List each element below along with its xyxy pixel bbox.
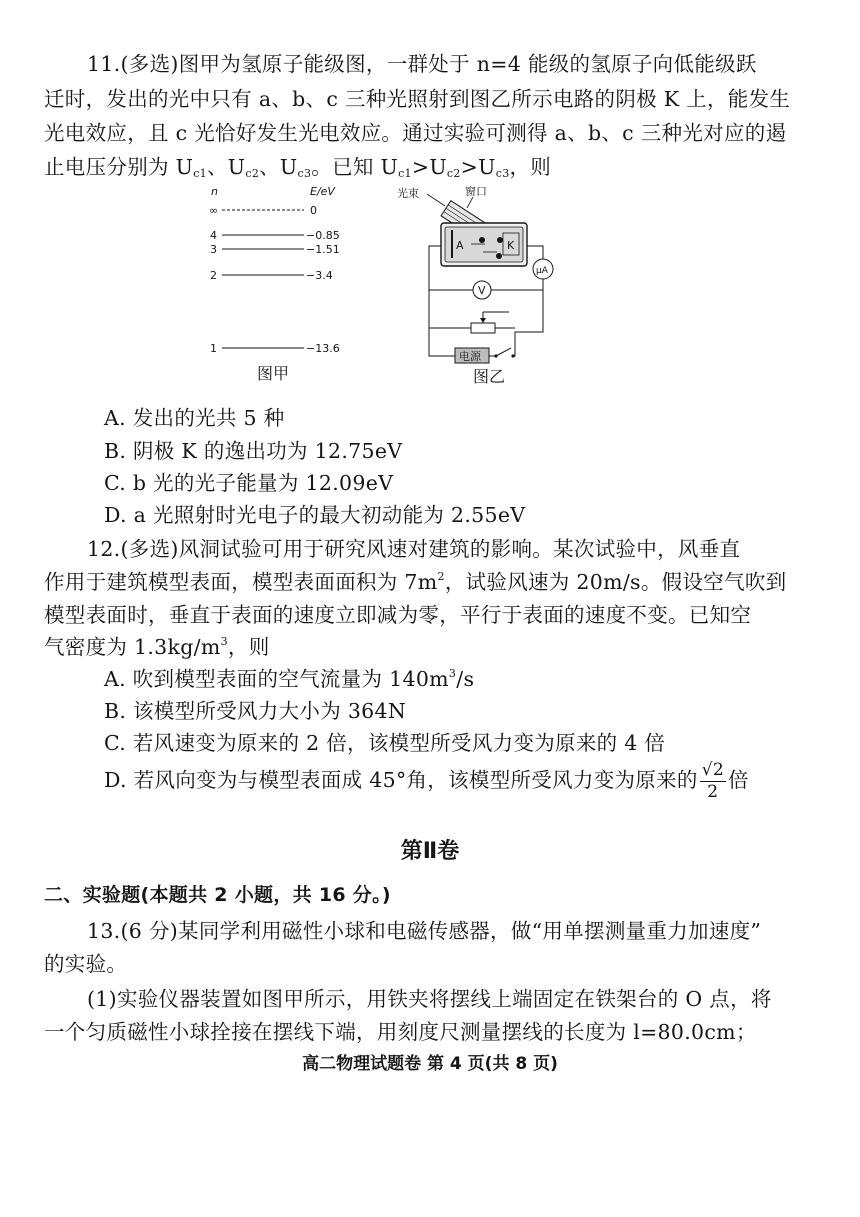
electron-dot xyxy=(496,253,502,259)
q11-line3: 光电效应，且 c 光恰好发生光电效应。通过实验可测得 a、b、c 三种光对应的遏 xyxy=(44,121,787,145)
beam-leader xyxy=(427,194,445,206)
level-energy-inf: 0 xyxy=(310,204,317,217)
level-label-3: 3 xyxy=(210,243,217,256)
level-label-1: 1 xyxy=(210,342,217,355)
q11-option-b: B. 阴极 K 的逸出功为 12.75eV xyxy=(104,439,403,463)
level-energy-3: −1.51 xyxy=(306,243,340,256)
n-axis-header: n xyxy=(211,185,218,198)
switch xyxy=(496,348,511,356)
q11-option-d: D. a 光照射时光电子的最大初动能为 2.55eV xyxy=(104,503,526,527)
power-source-label: 电源 xyxy=(459,350,481,363)
q11-line2: 迁时，发出的光中只有 a、b、c 三种光照射到图乙所示电路的阴极 K 上，能发生 xyxy=(44,87,791,111)
q13-line3: (1)实验仪器装置如图甲所示，用铁夹将摆线上端固定在铁架台的 O 点，将 xyxy=(87,987,772,1011)
q13-line4: 一个匀质磁性小球拴接在摆线下端，用刻度尺测量摆线的长度为 l=80.0cm； xyxy=(44,1020,757,1044)
cathode-label: K xyxy=(507,239,515,252)
electron-dot xyxy=(479,237,485,243)
rheostat xyxy=(471,323,495,333)
beam-label: 光束 xyxy=(397,187,419,200)
level-label-inf: ∞ xyxy=(209,204,219,217)
section-title: 第Ⅱ卷 xyxy=(400,839,460,864)
q13-line2: 的实验。 xyxy=(44,952,128,976)
level-energy-4: −0.85 xyxy=(306,229,340,242)
q12-option-a: A. 吹到模型表面的空气流量为 $140m^3/s$ xyxy=(104,667,475,691)
window-leader xyxy=(467,197,473,208)
page-footer: 高二物理试题卷 第 4 页(共 8 页) xyxy=(302,1054,558,1074)
sqrt2-over-2-fraction: $\frac{√2}{2}$ xyxy=(701,760,724,802)
q12-line4: 气密度为 $1.3kg/m^3$，则 xyxy=(44,635,270,659)
level-label-2: 2 xyxy=(210,269,217,282)
section-heading: 二、实验题(本题共 2 小题，共 16 分。) xyxy=(44,884,391,906)
level-energy-1: −13.6 xyxy=(306,342,340,355)
q12-option-d: D. 若风向变为与模型表面成 45°角，该模型所受风力变为原来的 $\frac{√2}{2}$ 倍 xyxy=(104,760,749,802)
window-label: 窗口 xyxy=(465,185,487,198)
q12-option-b: B. 该模型所受风力大小为 364N xyxy=(104,699,407,723)
q11-option-a: A. 发出的光共 5 种 xyxy=(104,406,285,430)
anode-label: A xyxy=(456,239,464,252)
q11-option-c: C. b 光的光子能量为 12.09eV xyxy=(104,471,394,495)
electron-dot xyxy=(497,237,503,243)
q12-line3: 模型表面时，垂直于表面的速度立即减为零，平行于表面的速度不变。已知空 xyxy=(44,603,752,627)
q11-line4: 止电压分别为 $U_{c1}$、$U_{c2}$、$U_{c3}$。已知 $U_{c1}>U_{c2}>U_{c3}$，则 xyxy=(44,155,552,180)
q11-line1: 11.(多选)图甲为氢原子能级图，一群处于 n=4 能级的氢原子向低能级跃 xyxy=(87,52,757,76)
level-label-4: 4 xyxy=(210,229,217,242)
q12-line2: 作用于建筑模型表面，模型表面面积为 $7m^2$，试验风速为 20m/s。假设空气吹到 xyxy=(44,570,787,594)
photoelectric-circuit-diagram xyxy=(385,178,565,368)
energy-axis-header: E/eV xyxy=(310,185,335,198)
q13-line1: 13.(6 分)某同学利用磁性小球和电磁传感器，做“用单摆测量重力加速度” xyxy=(87,919,762,943)
voltmeter-label: V xyxy=(478,284,486,297)
q12-line1: 12.(多选)风洞试验可用于研究风速对建筑的影响。某次试验中，风垂直 xyxy=(87,537,741,561)
figure-jia-caption: 图甲 xyxy=(257,364,290,383)
q12-option-c: C. 若风速变为原来的 2 倍，该模型所受风力变为原来的 4 倍 xyxy=(104,731,666,755)
microammeter-label: μA xyxy=(536,266,548,276)
energy-level-diagram xyxy=(200,180,350,360)
level-energy-2: −3.4 xyxy=(306,269,333,282)
figure-yi-caption: 图乙 xyxy=(473,367,506,386)
